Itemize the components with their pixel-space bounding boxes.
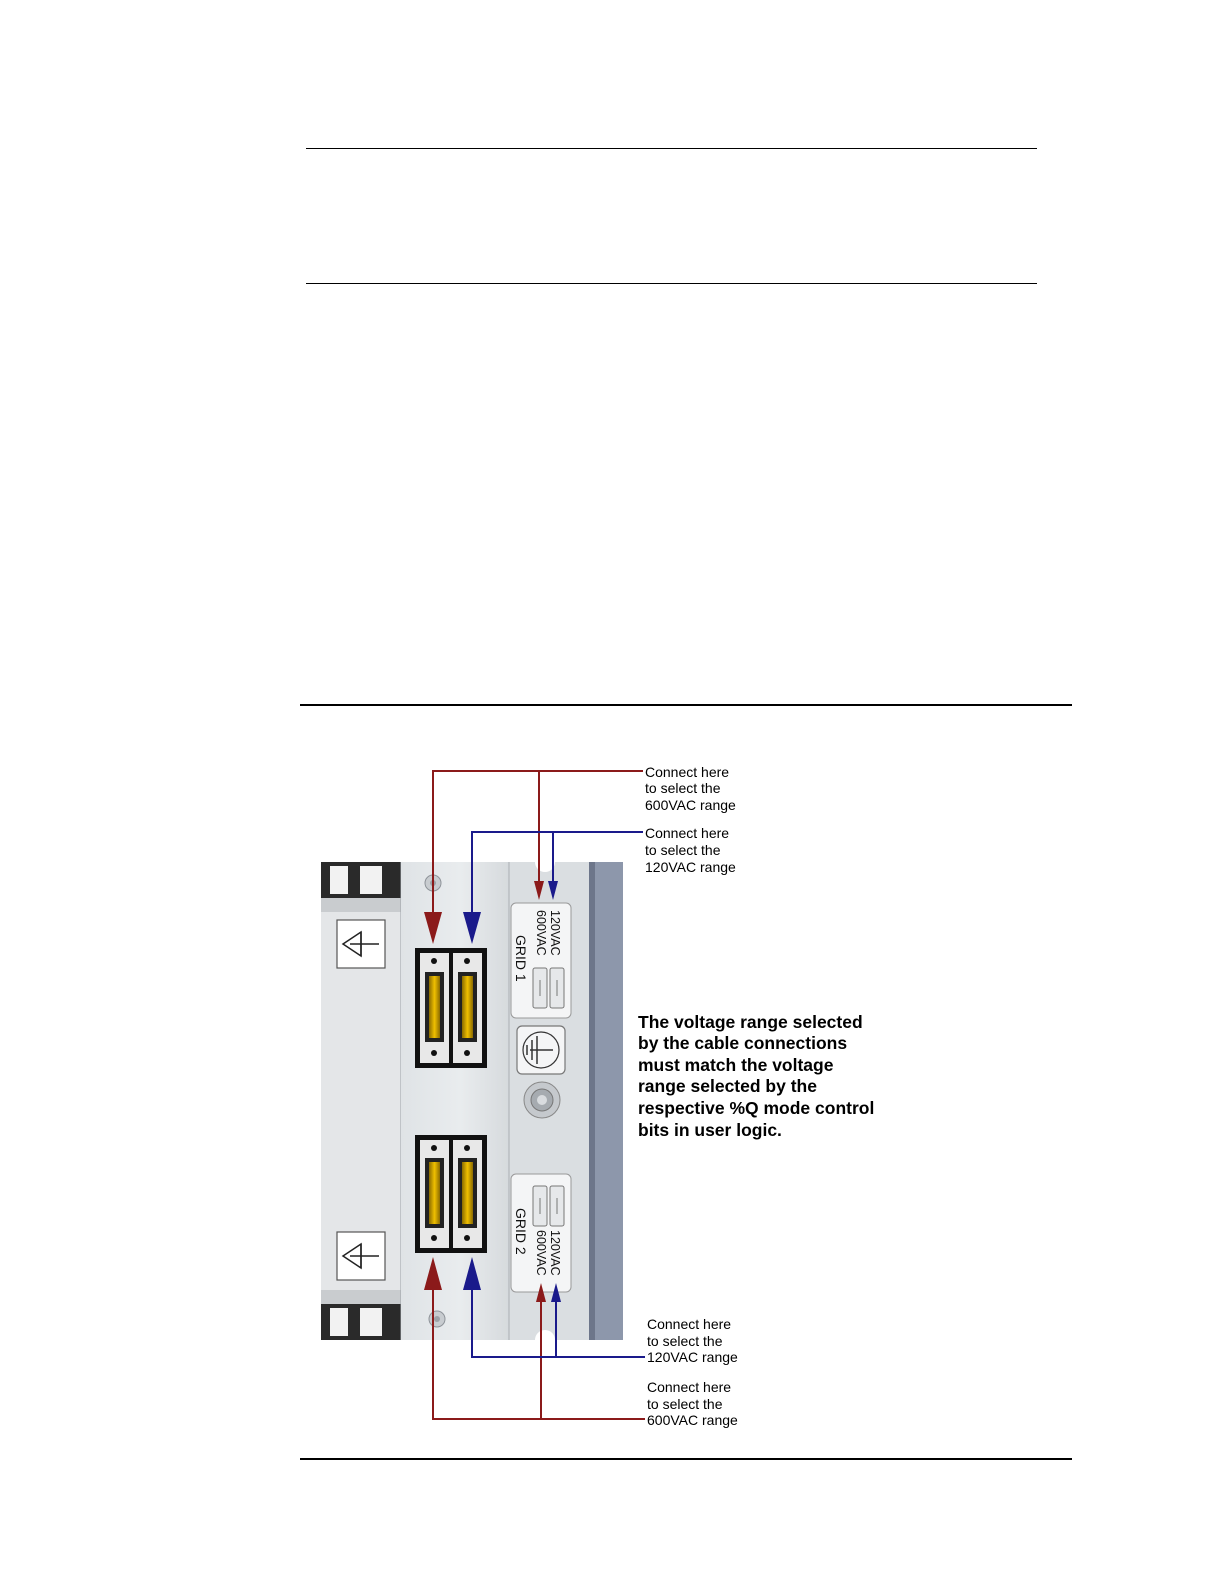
connector-pair-top — [415, 948, 487, 1068]
grid1-voltage-high: 120VAC — [548, 910, 562, 956]
note-line: respective %Q mode control — [638, 1098, 875, 1118]
connector-pair-bottom — [415, 1135, 487, 1253]
voltage-note — [638, 1012, 874, 1140]
note-line: range selected by the — [638, 1076, 817, 1096]
grid2-voltage-low: 600VAC — [534, 1230, 548, 1276]
callout-line: 120VAC range — [647, 1349, 738, 1365]
note-line: bits in user logic. — [638, 1120, 782, 1140]
callout-line: Connect here — [647, 1316, 732, 1332]
coax-connector-icon — [524, 1082, 560, 1118]
grid1-label-plate — [511, 903, 571, 1018]
callout-line: Connect here — [647, 1379, 732, 1395]
callout-top-600vac — [645, 764, 736, 813]
delta-symbol-bottom — [337, 1232, 385, 1280]
callout-bottom-600vac — [647, 1379, 738, 1428]
callout-line: to select the — [647, 1333, 723, 1349]
delta-symbol-top — [337, 920, 385, 968]
note-line: must match the voltage — [638, 1055, 834, 1075]
grid2-voltage-high: 120VAC — [548, 1230, 562, 1276]
callout-line: 600VAC range — [647, 1412, 738, 1428]
callout-line: 120VAC range — [645, 859, 736, 875]
callout-bottom-120vac — [647, 1316, 738, 1365]
grid2-label-plate — [511, 1174, 571, 1292]
note-line: The voltage range selected — [638, 1012, 863, 1032]
callout-line: to select the — [647, 1396, 723, 1412]
grid1-voltage-low: 600VAC — [534, 910, 548, 956]
callout-line: 600VAC range — [645, 797, 736, 813]
grid2-name: GRID 2 — [513, 1208, 529, 1255]
note-line: by the cable connections — [638, 1033, 848, 1053]
callout-line: Connect here — [645, 764, 730, 780]
callout-line: to select the — [645, 842, 721, 858]
callout-top-120vac — [645, 825, 736, 875]
callout-line: to select the — [645, 780, 721, 796]
callout-line: Connect here — [645, 825, 730, 841]
grid1-name: GRID 1 — [513, 935, 529, 982]
ground-icon — [517, 1026, 565, 1074]
